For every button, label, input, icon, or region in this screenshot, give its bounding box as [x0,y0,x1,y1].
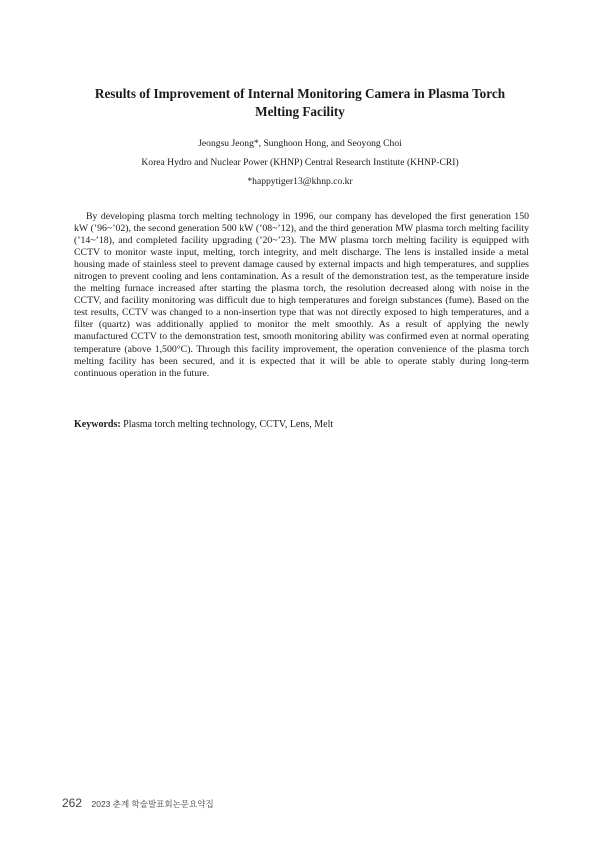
keywords-text: Plasma torch melting technology, CCTV, Lens, Melt [123,419,334,430]
author-list: Jeongsu Jeong*, Sunghoon Hong, and Seoyong Choi [198,138,402,149]
keywords-label: Keywords: [74,419,121,430]
page-footer [62,794,214,812]
author-affiliation: Korea Hydro and Nuclear Power (KHNP) Central Research Institute (KHNP-CRI) [141,157,459,168]
keywords-line [74,418,529,431]
paper-title: Results of Improvement of Internal Monitoring Camera in Plasma Torch Melting Facility [94,86,506,119]
page-number: 262 [62,796,83,810]
corresponding-email: *happytiger13@khnp.co.kr [247,176,353,187]
journal-name: 2023 춘계 학술발표회논문요약집 [91,799,214,809]
abstract-text: By developing plasma torch melting technology in 1996, our company has developed the first generation 150 kW (’96~’02), the second generation 500 kW (’08~’12), and the third generation MW plasma torch melting facility (’14~’18), and completed facility upgrading (’20~’23). The MW plasma torch melting facility is equipped with CCTV to monitor waste input, melting, torch integrity, and melt discharge. The lens is installed inside a metal housing made of stainless steel to prevent damage caused by external impacts and high temperatures, and supplies nitrogen to prevent cooling and lens contamination. As a result of the demonstration test, as the temperature inside the melting furnace increased after starting the plasma torch, the resolution decreased along with noise in the CCTV, and facility monitoring was difficult due to high temperatures and foreign substances (fume). Based on the test results, CCTV was changed to a non-insertion type that was not directly exposed to high temperatures, and a filter (quartz) was additionally applied to monitor the melt smoothly. As a result of applying the newly manufactured CCTV to the demonstration test, smooth monitoring ability was confirmed even at normal operating temperature (above 1,500°C). Through this facility improvement, the operation convenience of the plasma torch melting facility has been secured, and it is expected that it will be able to operate stably during long-term continuous operation in the future. [74,211,529,379]
